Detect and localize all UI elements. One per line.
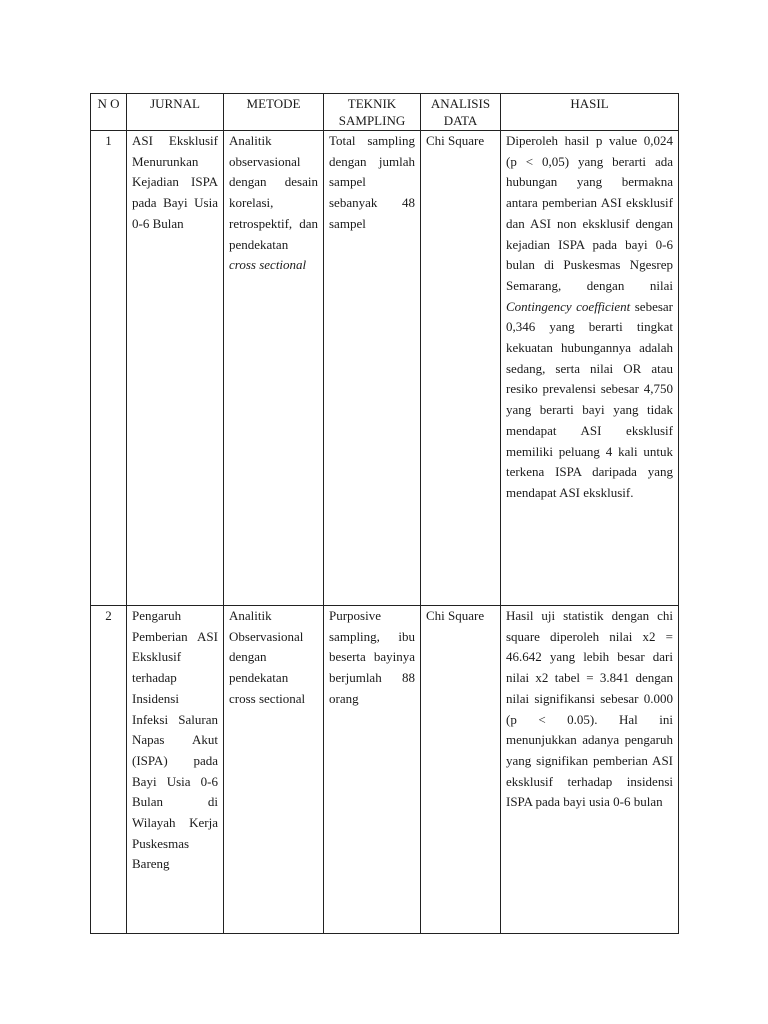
cell-no: 2: [91, 606, 127, 934]
cell-hasil: [501, 131, 679, 606]
cell-teknik-sampling: [324, 131, 421, 606]
hasil-text-italic: Contingency coefficient: [506, 298, 631, 314]
jurnal-text: ASI Eksklusif Menurunkan Kejadian ISPA pada Bayi Usia 0-6 Bulan: [132, 133, 218, 231]
cell-metode: [224, 131, 324, 606]
cell-hasil: [501, 606, 679, 934]
cell-metode: [224, 606, 324, 934]
jurnal-text: Pengaruh Pemberian ASI Eksklusif terhadap Insidensi Infeksi Saluran Napas Akut (ISPA) pada Bayi Usia 0-6 Bulan di Wilayah Kerja Puskesmas Bareng: [132, 608, 218, 872]
cell-jurnal: [127, 131, 224, 606]
analisis-text: Chi Square: [426, 608, 485, 623]
cell-jurnal: [127, 606, 224, 934]
hasil-text: [506, 131, 673, 504]
table-row: [91, 606, 679, 934]
analisis-text: Chi Square: [426, 133, 485, 148]
cell-analisis-data: [421, 606, 501, 934]
hasil-text-part2: sebesar 0,346 yang berarti tingkat kekuatan hubungannya adalah sedang, serta nilai OR atau resiko prevalensi sebesar 4,750 yang berarti bayi yang tidak mendapat ASI eksklusif memiliki peluang 4 kali untuk terkena ISPA daripada yang mendapat ASI eksklusif.: [506, 298, 674, 500]
table-row: [91, 131, 679, 606]
metode-text-italic: cross sectional: [229, 257, 307, 273]
header-teknik-sampling: TEKNIK SAMPLING: [324, 94, 421, 131]
cell-no: 1: [91, 131, 127, 606]
metode-text: Analitik Observasional dengan pendekatan cross sectional: [229, 608, 306, 706]
header-metode: METODE: [224, 94, 324, 131]
hasil-text: Hasil uji statistik dengan chi square diperoleh nilai x2 = 46.642 yang lebih besar dari nilai x2 tabel = 3.841 dengan nilai signifikansi sebesar 0.000 (p < 0.05). Hal ini menunjukkan adanya pengaruh yang signifikan pemberian ASI eksklusif terhadap insidensi ISPA pada bayi usia 0-6 bulan: [506, 608, 673, 810]
table-header-row: [91, 94, 679, 131]
metode-text-main: Analitik observasional dengan desain korelasi, retrospektif, dan pendekatan: [229, 133, 318, 252]
teknik-text: Purposive sampling, ibu beserta bayinya berjumlah 88 orang: [329, 608, 415, 706]
literature-review-table: [90, 93, 679, 934]
header-jurnal: JURNAL: [127, 94, 224, 131]
teknik-text: Total sampling dengan jumlah sampel sebanyak 48 sampel: [329, 133, 415, 231]
cell-analisis-data: [421, 131, 501, 606]
header-analisis-data: ANALISIS DATA: [421, 94, 501, 131]
header-no: N O: [91, 94, 127, 131]
cell-teknik-sampling: [324, 606, 421, 934]
metode-text: [229, 131, 318, 276]
header-hasil: HASIL: [501, 94, 679, 131]
hasil-text-part1: Diperoleh hasil p value 0,024 (p < 0,05) yang berarti ada hubungan yang bermakna antara pemberian ASI eksklusif dan ASI non eksklusif dengan kejadian ISPA pada bayi 0-6 bulan di Puskesmas Ngesrep Semarang, dengan nilai: [506, 133, 673, 293]
